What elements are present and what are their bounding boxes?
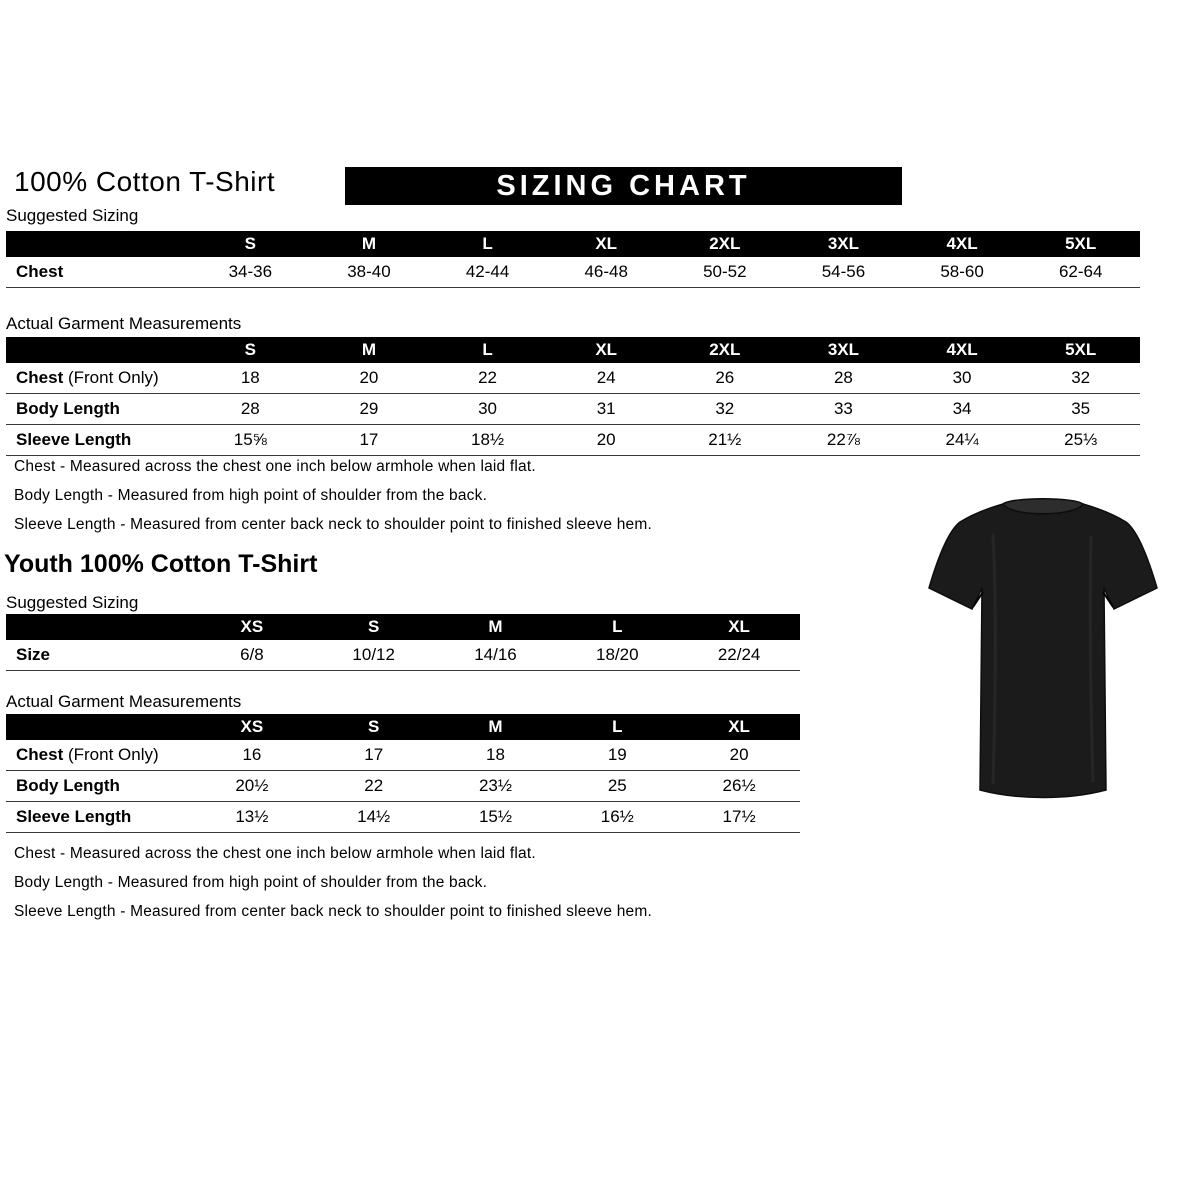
row-label-text: Chest: [16, 368, 64, 387]
row-label-text: Chest: [16, 745, 64, 764]
table-cell: 18½: [428, 425, 547, 456]
youth-actual-label: Actual Garment Measurements: [6, 692, 242, 711]
size-column-header: 5XL: [1021, 337, 1140, 363]
table-row: [6, 363, 1140, 394]
table-cell: 42-44: [428, 257, 547, 288]
table-cell: 24: [547, 363, 666, 394]
row-label: [6, 394, 191, 425]
table-cell: 30: [428, 394, 547, 425]
row-label-suffix: (Front Only): [63, 745, 159, 764]
table-cell: 16: [191, 740, 313, 771]
row-label-suffix: (Front Only): [63, 368, 159, 387]
header-spacer: [6, 337, 191, 363]
row-label-text: Sleeve Length: [16, 430, 132, 449]
table-cell: 17½: [678, 802, 800, 833]
size-column-header: 5XL: [1021, 231, 1140, 257]
table-cell: 28: [191, 394, 310, 425]
row-label: [6, 771, 191, 802]
youth-title: Youth 100% Cotton T-Shirt: [4, 550, 318, 578]
row-label: [6, 740, 191, 771]
table-cell: 58-60: [903, 257, 1022, 288]
table-cell: 17: [313, 740, 435, 771]
page-title: 100% Cotton T-Shirt: [14, 166, 276, 197]
row-label: [6, 640, 191, 671]
row-label: [6, 257, 191, 288]
size-column-header: XL: [678, 714, 800, 740]
table-cell: 10/12: [313, 640, 435, 671]
table-cell: 18: [435, 740, 557, 771]
header-spacer: [6, 231, 191, 257]
size-column-header: M: [310, 231, 429, 257]
sizing-chart-banner: SIZING CHART: [345, 167, 902, 205]
note-body-length: Body Length - Measured from high point of shoulder from the back.: [14, 874, 488, 891]
table-cell: 35: [1021, 394, 1140, 425]
row-label-text: Chest: [16, 262, 64, 281]
size-column-header: XL: [547, 337, 666, 363]
table-header-row: [6, 231, 1140, 257]
size-column-header: XL: [547, 231, 666, 257]
table-cell: 20: [678, 740, 800, 771]
table-cell: 32: [1021, 363, 1140, 394]
table-cell: 21½: [666, 425, 785, 456]
table-cell: 24¼: [903, 425, 1022, 456]
table-cell: 46-48: [547, 257, 666, 288]
note-chest: Chest - Measured across the chest one inch below armhole when laid flat.: [14, 458, 536, 475]
adult-actual-table: [6, 337, 1140, 456]
adult-suggested-label: Suggested Sizing: [6, 206, 139, 225]
table-cell: 18: [191, 363, 310, 394]
table-cell: 22⅞: [784, 425, 903, 456]
youth-suggested-table: [6, 614, 800, 671]
size-column-header: XL: [678, 614, 800, 640]
size-column-header: 3XL: [784, 337, 903, 363]
table-cell: 32: [666, 394, 785, 425]
size-column-header: M: [435, 714, 557, 740]
size-column-header: S: [191, 231, 310, 257]
table-cell: 23½: [435, 771, 557, 802]
header-spacer: [6, 714, 191, 740]
table-cell: 22: [313, 771, 435, 802]
note-body-length: Body Length - Measured from high point of shoulder from the back.: [14, 487, 488, 504]
size-column-header: XS: [191, 714, 313, 740]
note-sleeve-length: Sleeve Length - Measured from center back neck to shoulder point to finished sleeve hem.: [14, 516, 652, 533]
table-header-row: [6, 614, 800, 640]
table-cell: 31: [547, 394, 666, 425]
size-column-header: S: [313, 614, 435, 640]
size-column-header: L: [556, 714, 678, 740]
table-cell: 20½: [191, 771, 313, 802]
table-cell: 17: [310, 425, 429, 456]
table-cell: 15⅝: [191, 425, 310, 456]
table-row: [6, 740, 800, 771]
size-column-header: L: [556, 614, 678, 640]
table-cell: 14/16: [435, 640, 557, 671]
table-row: [6, 425, 1140, 456]
note-chest: Chest - Measured across the chest one inch below armhole when laid flat.: [14, 845, 536, 862]
youth-notes: [14, 845, 652, 932]
table-cell: 34: [903, 394, 1022, 425]
table-cell: 62-64: [1021, 257, 1140, 288]
size-column-header: 3XL: [784, 231, 903, 257]
table-cell: 19: [556, 740, 678, 771]
row-label: [6, 363, 191, 394]
table-cell: 18/20: [556, 640, 678, 671]
table-cell: 26½: [678, 771, 800, 802]
size-column-header: L: [428, 231, 547, 257]
table-cell: 22/24: [678, 640, 800, 671]
table-cell: 6/8: [191, 640, 313, 671]
table-cell: 33: [784, 394, 903, 425]
table-cell: 30: [903, 363, 1022, 394]
table-cell: 20: [547, 425, 666, 456]
table-row: [6, 394, 1140, 425]
table-cell: 34-36: [191, 257, 310, 288]
table-header-row: [6, 337, 1140, 363]
row-label-text: Body Length: [16, 399, 120, 418]
adult-suggested-table: [6, 231, 1140, 288]
table-row: [6, 640, 800, 671]
row-label: [6, 802, 191, 833]
adult-notes: [14, 458, 652, 545]
table-cell: 38-40: [310, 257, 429, 288]
size-column-header: 2XL: [666, 231, 785, 257]
table-cell: 25⅓: [1021, 425, 1140, 456]
size-column-header: M: [435, 614, 557, 640]
row-label: [6, 425, 191, 456]
adult-actual-label: Actual Garment Measurements: [6, 314, 242, 333]
table-header-row: [6, 714, 800, 740]
size-column-header: L: [428, 337, 547, 363]
table-cell: 22: [428, 363, 547, 394]
table-cell: 28: [784, 363, 903, 394]
tshirt-silhouette: [893, 474, 1193, 816]
row-label-text: Sleeve Length: [16, 807, 132, 826]
table-row: [6, 802, 800, 833]
size-column-header: S: [191, 337, 310, 363]
table-cell: 14½: [313, 802, 435, 833]
size-column-header: 2XL: [666, 337, 785, 363]
table-row: [6, 257, 1140, 288]
row-label-text: Body Length: [16, 776, 120, 795]
size-column-header: XS: [191, 614, 313, 640]
table-cell: 29: [310, 394, 429, 425]
table-cell: 26: [666, 363, 785, 394]
table-cell: 50-52: [666, 257, 785, 288]
row-label-text: Size: [16, 645, 51, 664]
youth-suggested-label: Suggested Sizing: [6, 593, 139, 612]
header-spacer: [6, 614, 191, 640]
youth-actual-table: [6, 714, 800, 833]
size-column-header: M: [310, 337, 429, 363]
note-sleeve-length: Sleeve Length - Measured from center back neck to shoulder point to finished sleeve hem.: [14, 903, 652, 920]
size-column-header: 4XL: [903, 337, 1022, 363]
table-cell: 25: [556, 771, 678, 802]
table-cell: 13½: [191, 802, 313, 833]
size-column-header: 4XL: [903, 231, 1022, 257]
table-cell: 15½: [435, 802, 557, 833]
table-cell: 16½: [556, 802, 678, 833]
tshirt-image: [893, 474, 1193, 816]
table-cell: 20: [310, 363, 429, 394]
table-cell: 54-56: [784, 257, 903, 288]
table-row: [6, 771, 800, 802]
size-column-header: S: [313, 714, 435, 740]
